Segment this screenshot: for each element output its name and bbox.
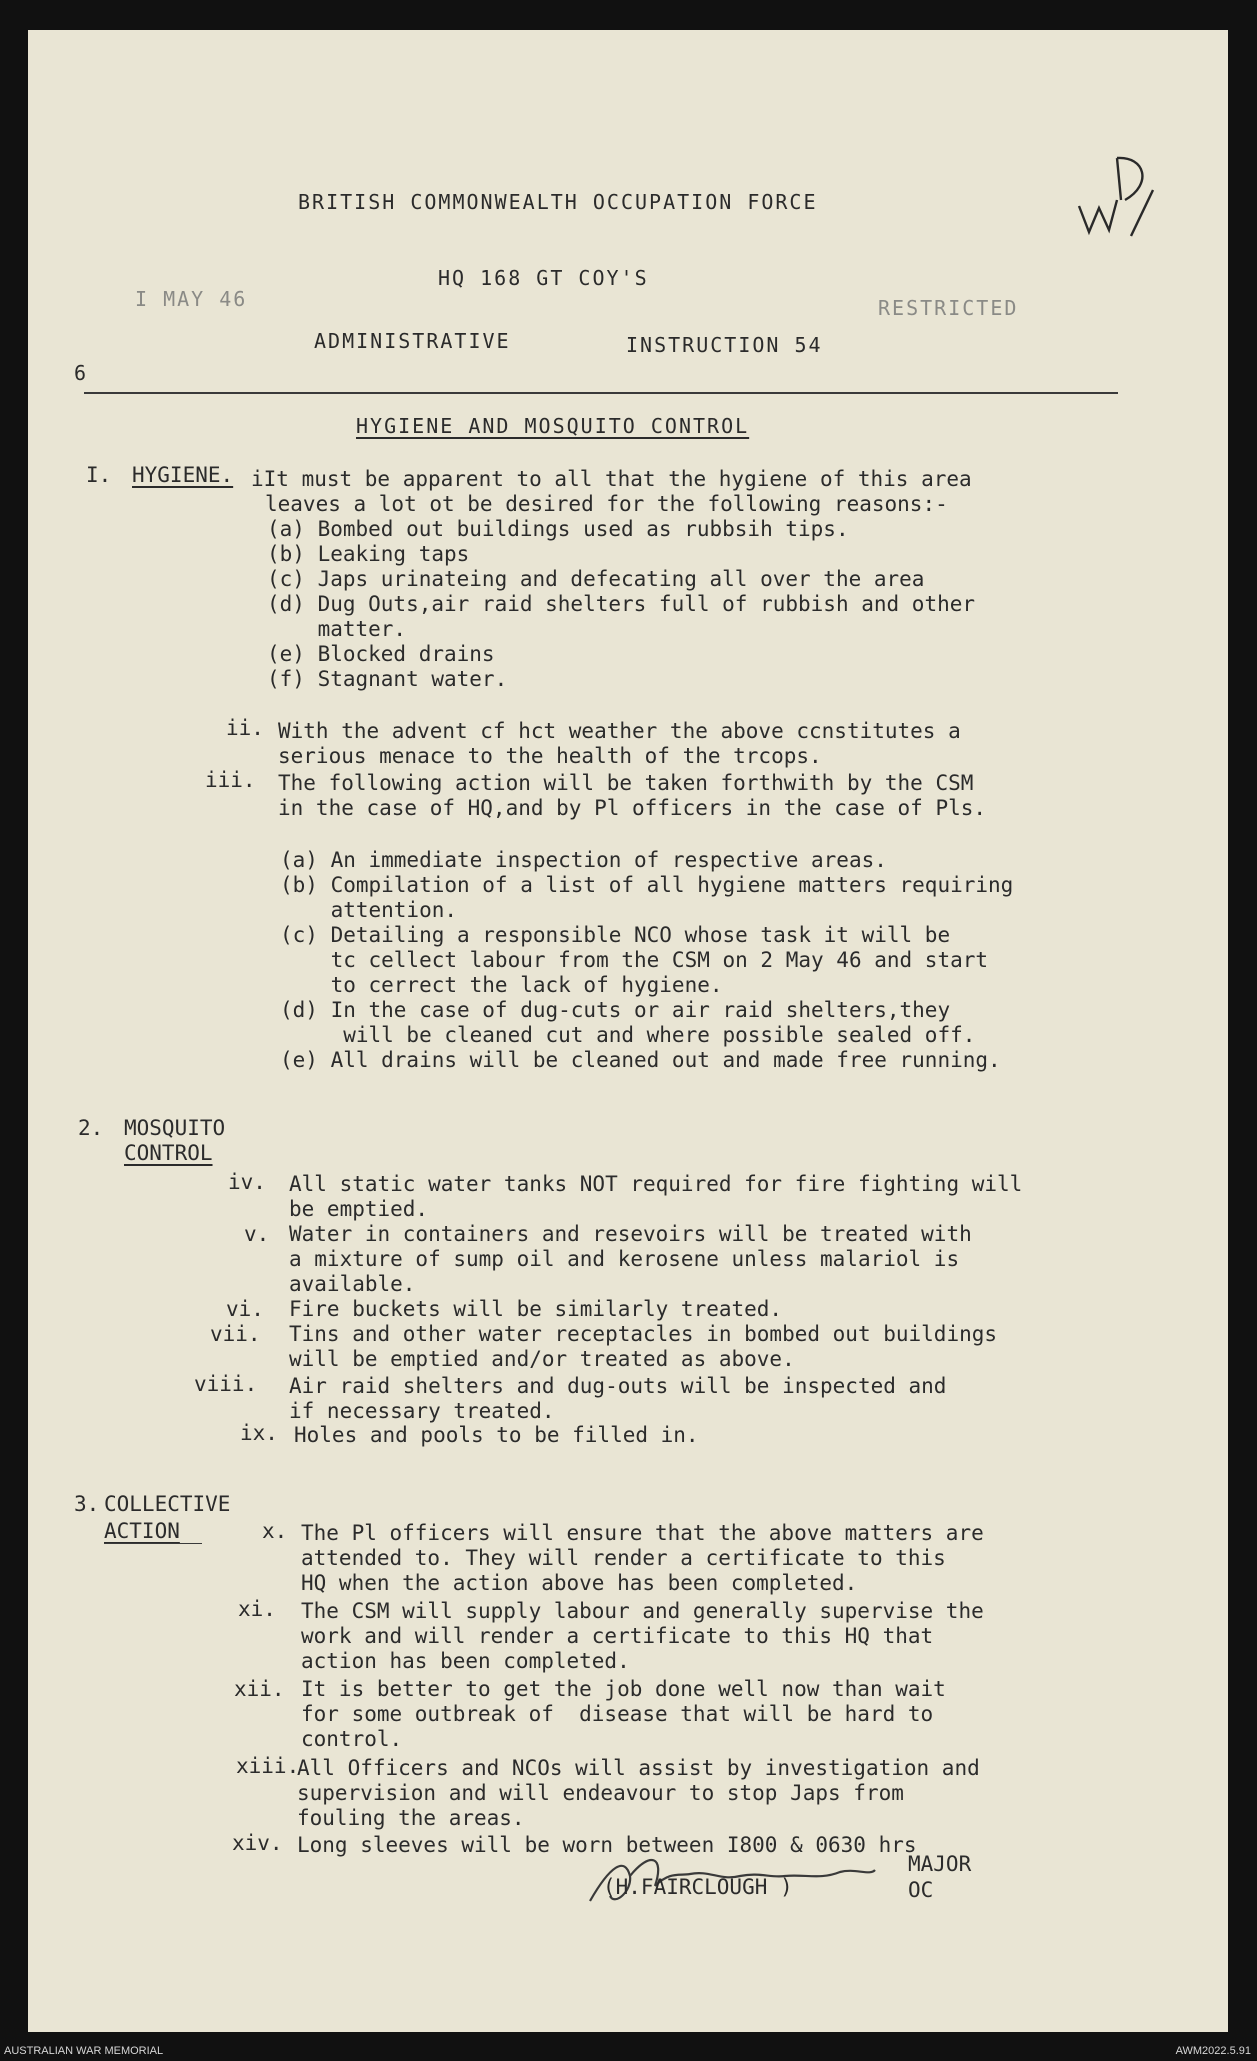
section-3-number: 3. (74, 1492, 100, 1516)
item-line: Long sleeves will be worn between I800 & 0630 hrs (297, 1833, 917, 1857)
item-number: xi. (238, 1597, 276, 1621)
item-line: The Pl officers will ensure that the above matters are (301, 1521, 984, 1545)
item-line: will be emptied and/or treated as above. (289, 1347, 795, 1371)
header-rule (84, 392, 1118, 394)
item-line: Water in containers and resevoirs will be treated with (289, 1222, 972, 1246)
reason-item: matter. (267, 617, 407, 641)
action-item: (c) Detailing a responsible NCO whose task it will be (280, 923, 951, 947)
item-line: attended to. They will render a certificate to this (301, 1546, 946, 1570)
signatory-role: OC (908, 1878, 934, 1902)
classification-stamp: RESTRICTED (878, 296, 1019, 320)
para-ii-number: ii. (226, 716, 264, 740)
section-1-para-i-line-2: leaves a lot ot be desired for the following reasons:- (265, 492, 948, 516)
section-3-heading: COLLECTIVE (104, 1492, 231, 1516)
item-line: control. (301, 1727, 403, 1751)
para-iii-line: The following action will be taken forthwith by the CSM (278, 771, 974, 795)
reason-item: (b) Leaking taps (267, 542, 470, 566)
item-line: HQ when the action above has been completed. (301, 1571, 858, 1595)
item-line: supervision and will endeavour to stop Japs from (297, 1781, 904, 1805)
reason-item: (d) Dug Outs,air raid shelters full of rubbish and other (267, 592, 976, 616)
section-1-number: I. (86, 463, 112, 487)
item-line: available. (289, 1272, 416, 1296)
para-iii-number: iii. (205, 768, 256, 792)
action-item: (d) In the case of dug-cuts or air raid shelters,they (280, 998, 951, 1022)
action-item: (b) Compilation of a list of all hygiene matters requiring (280, 873, 1014, 897)
signatory-name: (H.FAIRCLOUGH ) (603, 1875, 793, 1899)
item-number: vii. (210, 1322, 261, 1346)
unit-name: HQ 168 GT COY'S (438, 266, 649, 290)
item-line: Fire buckets will be similarly treated. (289, 1297, 783, 1321)
section-1-heading: HYGIENE. (132, 463, 234, 487)
document-title: BRITISH COMMONWEALTH OCCUPATION FORCE (298, 190, 818, 214)
item-number: viii. (194, 1372, 258, 1396)
item-line: fouling the areas. (297, 1806, 525, 1830)
item-line: action has been completed. (301, 1649, 630, 1673)
signatory-rank: MAJOR (908, 1852, 972, 1876)
margin-number: 6 (74, 361, 87, 385)
item-line: Air raid shelters and dug-outs will be inspected and (289, 1374, 947, 1398)
item-number: xiii. (236, 1754, 300, 1778)
instruction-label: ADMINISTRATIVE (314, 329, 511, 353)
archive-reference: AWM2022.5.91 (1175, 2045, 1251, 2057)
reason-item: (e) Blocked drains (267, 642, 495, 666)
item-line: Tins and other water receptacles in bombed out buildings (289, 1322, 998, 1346)
item-line: a mixture of sump oil and kerosene unless malariol is (289, 1247, 960, 1271)
section-1-para-i-line-1: iIt must be apparent to all that the hygiene of this area (251, 467, 972, 491)
action-item: to cerrect the lack of hygiene. (280, 973, 723, 997)
section-2-heading: MOSQUITO (124, 1116, 226, 1140)
item-number: ix. (240, 1421, 278, 1445)
subject-heading: HYGIENE AND MOSQUITO CONTROL (356, 414, 750, 438)
item-line: All Officers and NCOs will assist by investigation and (297, 1756, 980, 1780)
item-number: x. (262, 1519, 288, 1543)
section-2-number: 2. (78, 1116, 104, 1140)
section-3-heading-2: ACTION (104, 1519, 180, 1543)
reason-item: (f) Stagnant water. (267, 667, 508, 691)
item-number: vi. (226, 1297, 264, 1321)
item-number: v. (244, 1222, 270, 1246)
item-line: be emptied. (289, 1197, 429, 1221)
reason-item: (a) Bombed out buildings used as rubbsih tips. (267, 517, 849, 541)
action-item: will be cleaned cut and where possible sealed off. (280, 1023, 976, 1047)
action-item: (a) An immediate inspection of respective areas. (280, 848, 887, 872)
reason-item: (c) Japs urinateing and defecating all over the area (267, 567, 925, 591)
item-line: All static water tanks NOT required for fire fighting will (289, 1172, 1023, 1196)
archive-credit: AUSTRALIAN WAR MEMORIAL (4, 2045, 164, 2057)
para-iii-line: in the case of HQ,and by Pl officers in the case of Pls. (278, 796, 987, 820)
item-number: xii. (234, 1677, 285, 1701)
action-item: tc cellect labour from the CSM on 2 May 46 and start (280, 948, 989, 972)
item-line: The CSM will supply labour and generally supervise the (301, 1599, 984, 1623)
date-stamp: I MAY 46 (135, 287, 248, 311)
item-number: iv. (228, 1170, 266, 1194)
para-ii-line: With the advent cf hct weather the above ccnstitutes a (278, 719, 961, 743)
section-3-heading-rule (104, 1543, 202, 1544)
item-line: if necessary treated. (289, 1399, 555, 1423)
item-line: work and will render a certificate to this HQ that (301, 1624, 934, 1648)
item-number: xiv. (232, 1831, 283, 1855)
action-item: (e) All drains will be cleaned out and made free running. (280, 1048, 1001, 1072)
section-2-heading-2: CONTROL (124, 1141, 213, 1165)
para-ii-line: serious menace to the health of the trcops. (278, 744, 822, 768)
item-line: for some outbreak of disease that will be hard to (301, 1702, 934, 1726)
action-item: attention. (280, 898, 458, 922)
instruction-number: INSTRUCTION 54 (626, 333, 823, 357)
item-line: Holes and pools to be filled in. (294, 1423, 699, 1447)
item-line: It is better to get the job done well now than wait (301, 1677, 946, 1701)
handwritten-initials (1075, 150, 1155, 240)
